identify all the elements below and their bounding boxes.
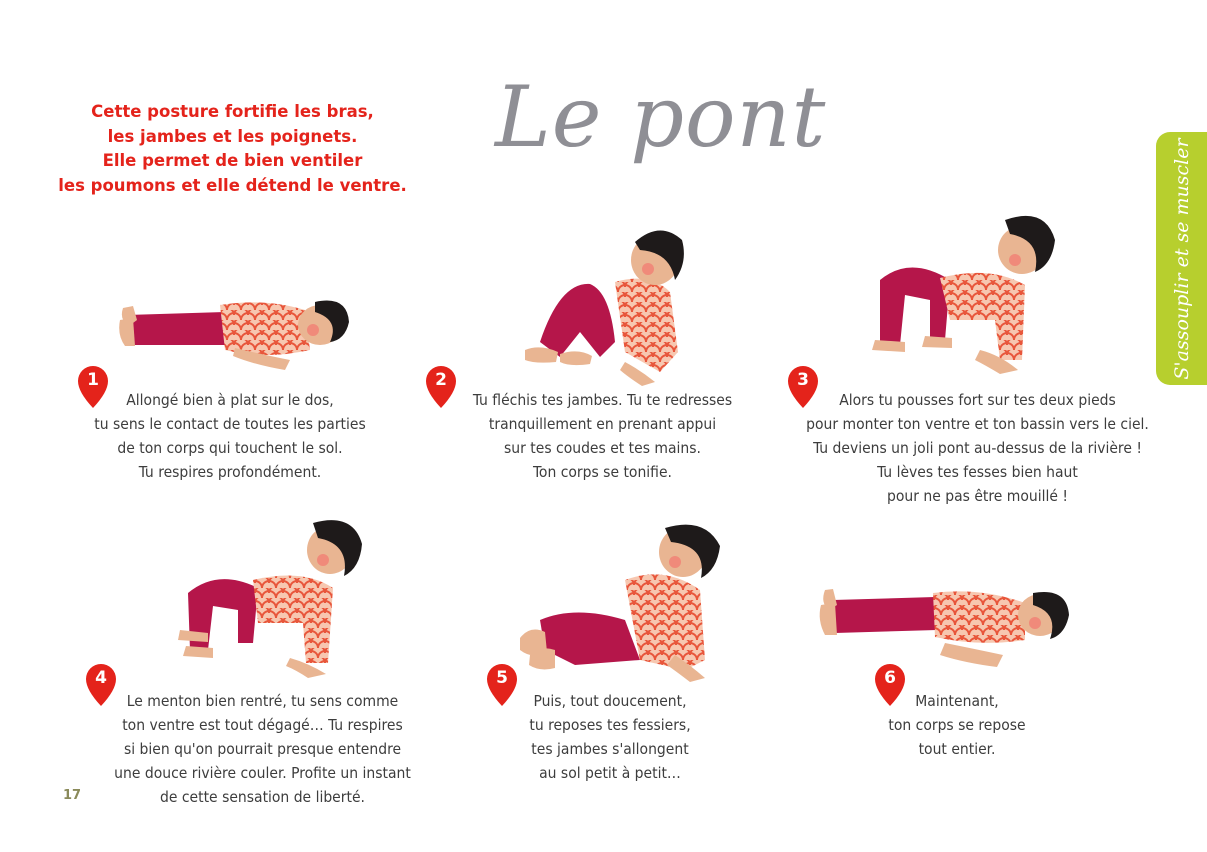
step-line: tu sens le contact de toutes les parties (94, 415, 366, 433)
step-line: Tu deviens un joli pont au-dessus de la rivière ! (813, 439, 1142, 457)
step-line: Maintenant, (915, 692, 999, 710)
intro-text (40, 100, 425, 198)
step-number: 6 (884, 668, 896, 688)
section-tab-label: S'assouplir et se muscler (1170, 137, 1193, 380)
step-number: 1 (87, 370, 99, 390)
step-line: Tu respires profondément. (138, 463, 322, 481)
step-line: de cette sensation de liberté. (160, 788, 365, 806)
intro-line: les jambes et les poignets. (107, 126, 358, 146)
step-line: pour ne pas être mouillé ! (887, 487, 1068, 505)
step-line: tu reposes tes fessiers, (529, 716, 691, 734)
step-6-text (872, 689, 1042, 761)
step-line: ton corps se repose (888, 716, 1026, 734)
step-number: 4 (95, 668, 107, 688)
step-5-text (505, 689, 715, 785)
figure-lying-flat (115, 290, 355, 380)
step-number: 3 (797, 370, 809, 390)
page-title: Le pont (495, 68, 827, 166)
figure-resting (815, 585, 1070, 675)
figure-bridge (860, 210, 1060, 375)
step-line: Allongé bien à plat sur le dos, (126, 391, 334, 409)
step-4-text (95, 689, 430, 809)
step-line: ton ventre est tout dégagé… Tu respires (122, 716, 403, 734)
section-tab (1156, 132, 1207, 385)
step-2-text (445, 388, 760, 484)
intro-line: les poumons et elle détend le ventre. (58, 175, 407, 195)
step-line: pour monter ton ventre et ton bassin vers le ciel. (806, 415, 1149, 433)
figure-bridge-chin-tucked (178, 518, 368, 678)
step-3-text (790, 388, 1165, 508)
page-number: 17 (63, 788, 82, 803)
figure-bent-knees (520, 222, 690, 387)
figure-lowering (515, 520, 725, 685)
step-line: tes jambes s'allongent (531, 740, 689, 758)
step-line: de ton corps qui touchent le sol. (117, 439, 343, 457)
step-line: tranquillement en prenant appui (488, 415, 717, 433)
step-line: tout entier. (918, 740, 996, 758)
step-line: Ton corps se tonifie. (533, 463, 672, 481)
intro-line: Cette posture fortifie les bras, (91, 102, 374, 121)
step-line: Le menton bien rentré, tu sens comme (126, 692, 399, 710)
step-line: Puis, tout doucement, (533, 692, 687, 710)
step-number: 5 (496, 668, 508, 688)
step-line: sur tes coudes et tes mains. (504, 439, 701, 457)
intro-line: Elle permet de bien ventiler (102, 151, 363, 170)
step-line: Alors tu pousses fort sur tes deux pieds (839, 391, 1116, 409)
step-line: Tu fléchis tes jambes. Tu te redresses (472, 391, 733, 409)
step-line: une douce rivière couler. Profite un instant (114, 764, 411, 782)
step-line: au sol petit à petit… (539, 764, 681, 782)
step-line: si bien qu'on pourrait presque entendre (123, 740, 402, 758)
step-line: Tu lèves tes fesses bien haut (877, 463, 1078, 481)
step-number: 2 (435, 370, 447, 390)
step-1-text (60, 388, 400, 484)
